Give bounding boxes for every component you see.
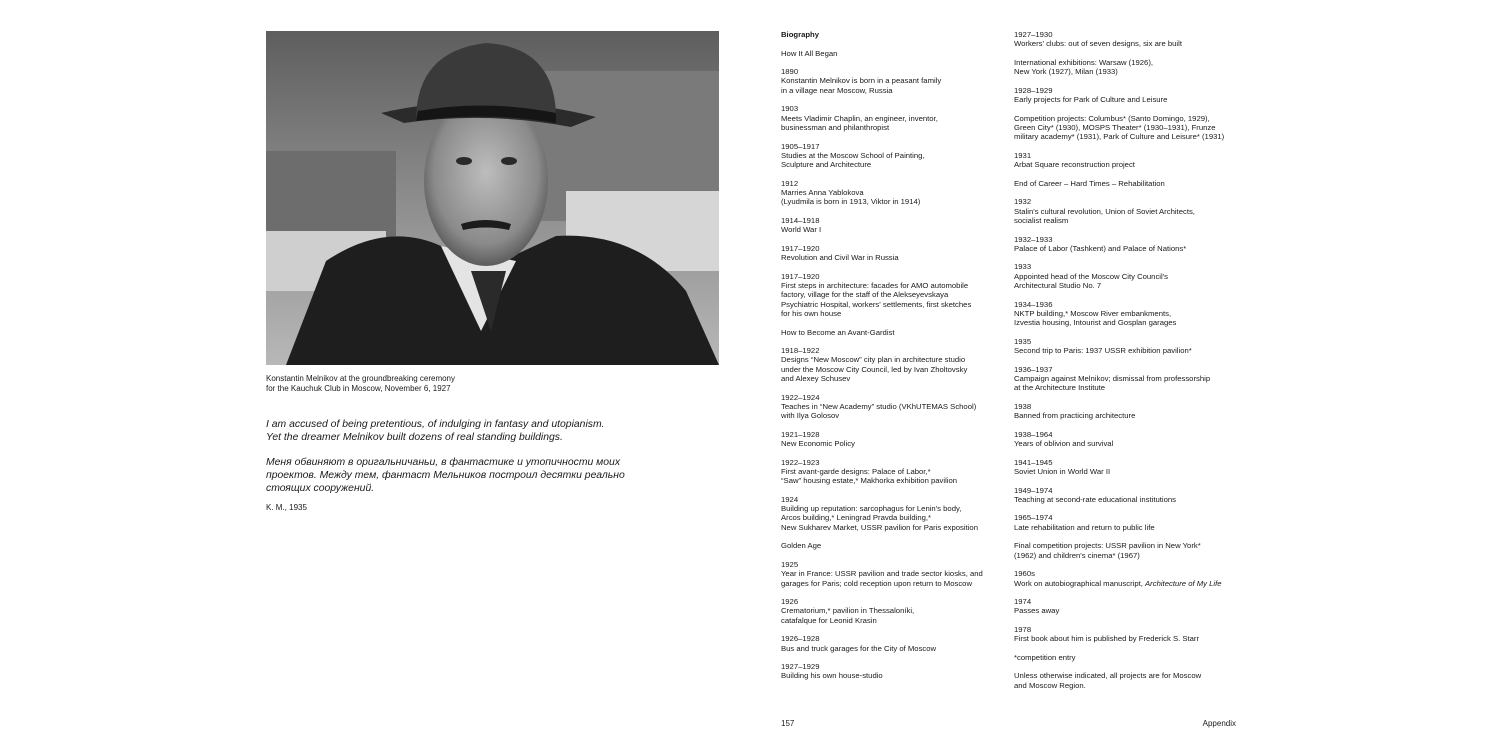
timeline-entry [1014,337,1244,356]
entry-year: 1921–1928 [781,429,820,439]
timeline-entry [781,216,1006,235]
timeline-entry [781,634,1006,653]
timeline-entry [1014,513,1244,532]
timeline-entry [1014,430,1244,449]
timeline-entry [1014,262,1244,290]
entry-text: First avant-garde designs: Palace of Labor,* “Saw” housing estate,* Makhorka exhibition pavilion [781,466,958,486]
timeline-entry [781,662,1006,681]
entry-text: NKTP building,* Moscow River embankments, Izvestia housing, Intourist and Gosplan garages [1014,308,1177,328]
entry-text: World War I [781,225,822,235]
book-title: Architecture of My Life [1145,578,1222,588]
entry-text: Workers' clubs: out of seven designs, six are built [1014,39,1182,49]
timeline-entry [781,393,1006,421]
biography-column-1 [781,30,1006,690]
page-number: 157 [781,719,795,728]
entry-text: Appointed head of the Moscow City Council's Architectural Studio No. 7 [1014,271,1169,291]
quote-signature: K. M., 1935 [266,503,307,512]
entry-year: 1917–1920 [781,271,820,281]
entry-text: Campaign against Melnikov; dismissal from professorship at the Architecture Institute [1014,373,1211,393]
entry-year: 1941–1945 [1014,457,1053,467]
footnote-competition: *competition entry [1014,652,1076,662]
entry-text: Banned from practicing architecture [1014,411,1136,421]
timeline-entry [1014,235,1244,254]
entry-year: 1914–1918 [781,215,820,225]
entry-year: 1890 [781,67,799,77]
entry-year: 1926–1928 [781,634,820,644]
timeline-entry [1014,597,1244,616]
entry-year: 1949–1974 [1014,485,1053,495]
entry-year: 1922–1923 [781,457,820,467]
entry-text: Years of oblivion and survival [1014,439,1114,449]
timeline-entry [1014,365,1244,393]
photo-caption: Konstantin Melnikov at the groundbreaking ceremony for the Kauchuk Club in Moscow, November 6, 1927 [266,374,455,393]
timeline-entry [1014,402,1244,421]
entry-year: 1927–1929 [781,662,820,672]
section-heading: How It All Began [781,48,838,58]
entry-text: Designs “New Moscow” city plan in architecture studio under the Moscow City Council, led by Ivan Zholtovsky and Alexey Schusev [781,355,968,383]
timeline-entry [1014,86,1244,105]
timeline-entry [781,244,1006,263]
entry-text: Revolution and Civil War in Russia [781,253,899,263]
entry-text: New Economic Policy [781,439,855,449]
entry-text: Building up reputation: sarcophagus for Lenin's body, Arcos building,* Leningrad Pravda building,* New Sukharev Market, USSR pavilion for Paris exposition [781,504,978,532]
entry-text [1014,579,1244,588]
entry-text: International exhibitions: Warsaw (1926), New York (1927), Milan (1933) [1014,57,1154,77]
entry-year: 1924 [781,494,799,504]
section-heading: Golden Age [781,541,822,551]
entry-text: Marries Anna Yablokova (Lyudmila is born in 1913, Viktor in 1914) [781,188,921,207]
entry-year: 1917–1920 [781,243,820,253]
entry-year: 1927–1930 [1014,30,1053,39]
timeline-entry [781,142,1006,170]
timeline-entry [781,104,1006,132]
timeline-entry [1014,569,1244,588]
section-heading: How to Become an Avant-Gardist [781,327,895,337]
entry-text: First steps in architecture: facades for AMO automobile factory, village for the staff of the Alekseyevskaya Psychiatric Hospital, workers' settlements, first sketches for his own house [781,281,972,318]
entry-text: Crematorium,* pavilion in Thessaloníki, catafalque for Leonid Krasin [781,606,915,625]
entry-year: 1978 [1014,625,1032,634]
entry-text: Final competition projects: USSR pavilion in New York* (1962) and children's cinema* (1967) [1014,541,1201,560]
entry-text: Passes away [1014,606,1060,616]
timeline-entry [781,560,1006,588]
entry-text: Soviet Union in World War II [1014,466,1111,476]
entry-year: 1933 [1014,262,1032,272]
biography-column-2 [1014,30,1244,699]
entry-text: Meets Vladimir Chaplin, an engineer, inventor, businessman and philanthropist [781,113,938,132]
entry-text: Teaching at second-rate educational institutions [1014,494,1176,504]
entry-year: 1903 [781,104,799,114]
entry-year: 1934–1936 [1014,299,1053,309]
timeline-entry [781,179,1006,207]
timeline-entry [1014,114,1244,142]
entry-text: Early projects for Park of Culture and Leisure [1014,95,1168,105]
timeline-entry [781,272,1006,318]
timeline-entry [781,430,1006,449]
entry-text: Konstantin Melnikov is born in a peasant family in a village near Moscow, Russia [781,76,942,95]
entry-year: 1938–1964 [1014,429,1053,439]
entry-year: 1938 [1014,401,1032,411]
timeline-entry [1014,541,1244,560]
timeline-entry [1014,458,1244,477]
entry-year: 1965–1974 [1014,513,1053,523]
entry-year: 1960s [1014,569,1035,579]
entry-year: 1936–1937 [1014,364,1053,374]
quote-english: I am accused of being pretentious, of indulging in fantasy and utopianism. Yet the dreamer Melnikov built dozens of real standing buildings. [266,419,605,443]
portrait-photo-drawing [266,31,719,365]
entry-text: Stalin's cultural revolution, Union of Soviet Architects, socialist realism [1014,206,1195,225]
running-footer: Appendix [1202,719,1236,728]
entry-text: Bus and truck garages for the City of Moscow [781,643,937,653]
entry-text: Building his own house-studio [781,671,883,681]
entry-year: 1918–1922 [781,346,820,356]
entry-text: Late rehabilitation and return to public life [1014,522,1155,532]
entry-year: 1932–1933 [1014,234,1053,244]
timeline-entry [1014,151,1244,170]
timeline-entry [1014,625,1244,644]
timeline-entry [1014,300,1244,328]
entry-year: 1935 [1014,336,1032,346]
timeline-entry [781,597,1006,625]
timeline-entry [1014,197,1244,225]
entry-year: 1932 [1014,197,1032,207]
entry-year: 1912 [781,178,799,188]
portrait-photo [266,31,719,365]
quote-russian: Меня обвиняют в оригальничаньи, в фантастике и утопичности моих проектов. Между тем, фантаст Мельников построил десятки реально стоящих сооружений. [266,457,625,494]
timeline-entry [781,495,1006,532]
footnote-moscow: Unless otherwise indicated, all projects are for Moscow and Moscow Region. [1014,671,1202,690]
entry-text: Competition projects: Columbus* (Santo Domingo, 1929), Green City* (1930), MOSPS Theater* (1930–1931), Frunze military academy* (1931), Park of Culture and Leisure* (1931) [1014,113,1225,142]
entry-year: 1974 [1014,597,1032,607]
entry-year: 1922–1924 [781,392,820,402]
entry-text: Studies at the Moscow School of Painting, Sculpture and Architecture [781,150,925,170]
timeline-entry [781,458,1006,486]
entry-year: 1931 [1014,150,1032,160]
timeline-entry [781,346,1006,383]
entry-text: Teaches in “New Academy” studio (VKhUTEMAS School) with Ilya Golosov [781,401,977,421]
biography-title: Biography [781,30,820,39]
entry-year: 1905–1917 [781,141,820,151]
entry-text: Palace of Labor (Tashkent) and Palace of Nations* [1014,243,1187,253]
entry-text: First book about him is published by Frederick S. Starr [1014,634,1200,644]
entry-text: Year in France: USSR pavilion and trade sector kiosks, and garages for Paris; cold reception upon return to Moscow [781,569,983,588]
timeline-entry [1014,486,1244,505]
timeline-entry [781,67,1006,95]
entry-text: Arbat Square reconstruction project [1014,160,1135,170]
timeline-entry [1014,30,1244,49]
entry-text-prefix: Work on autobiographical manuscript, [1014,578,1146,588]
section-heading: End of Career – Hard Times – Rehabilitation [1014,178,1165,188]
entry-text: Second trip to Paris: 1937 USSR exhibition pavilion* [1014,346,1192,356]
entry-year: 1928–1929 [1014,85,1053,95]
entry-year: 1926 [781,597,799,607]
timeline-entry [1014,58,1244,77]
entry-year: 1925 [781,559,799,569]
